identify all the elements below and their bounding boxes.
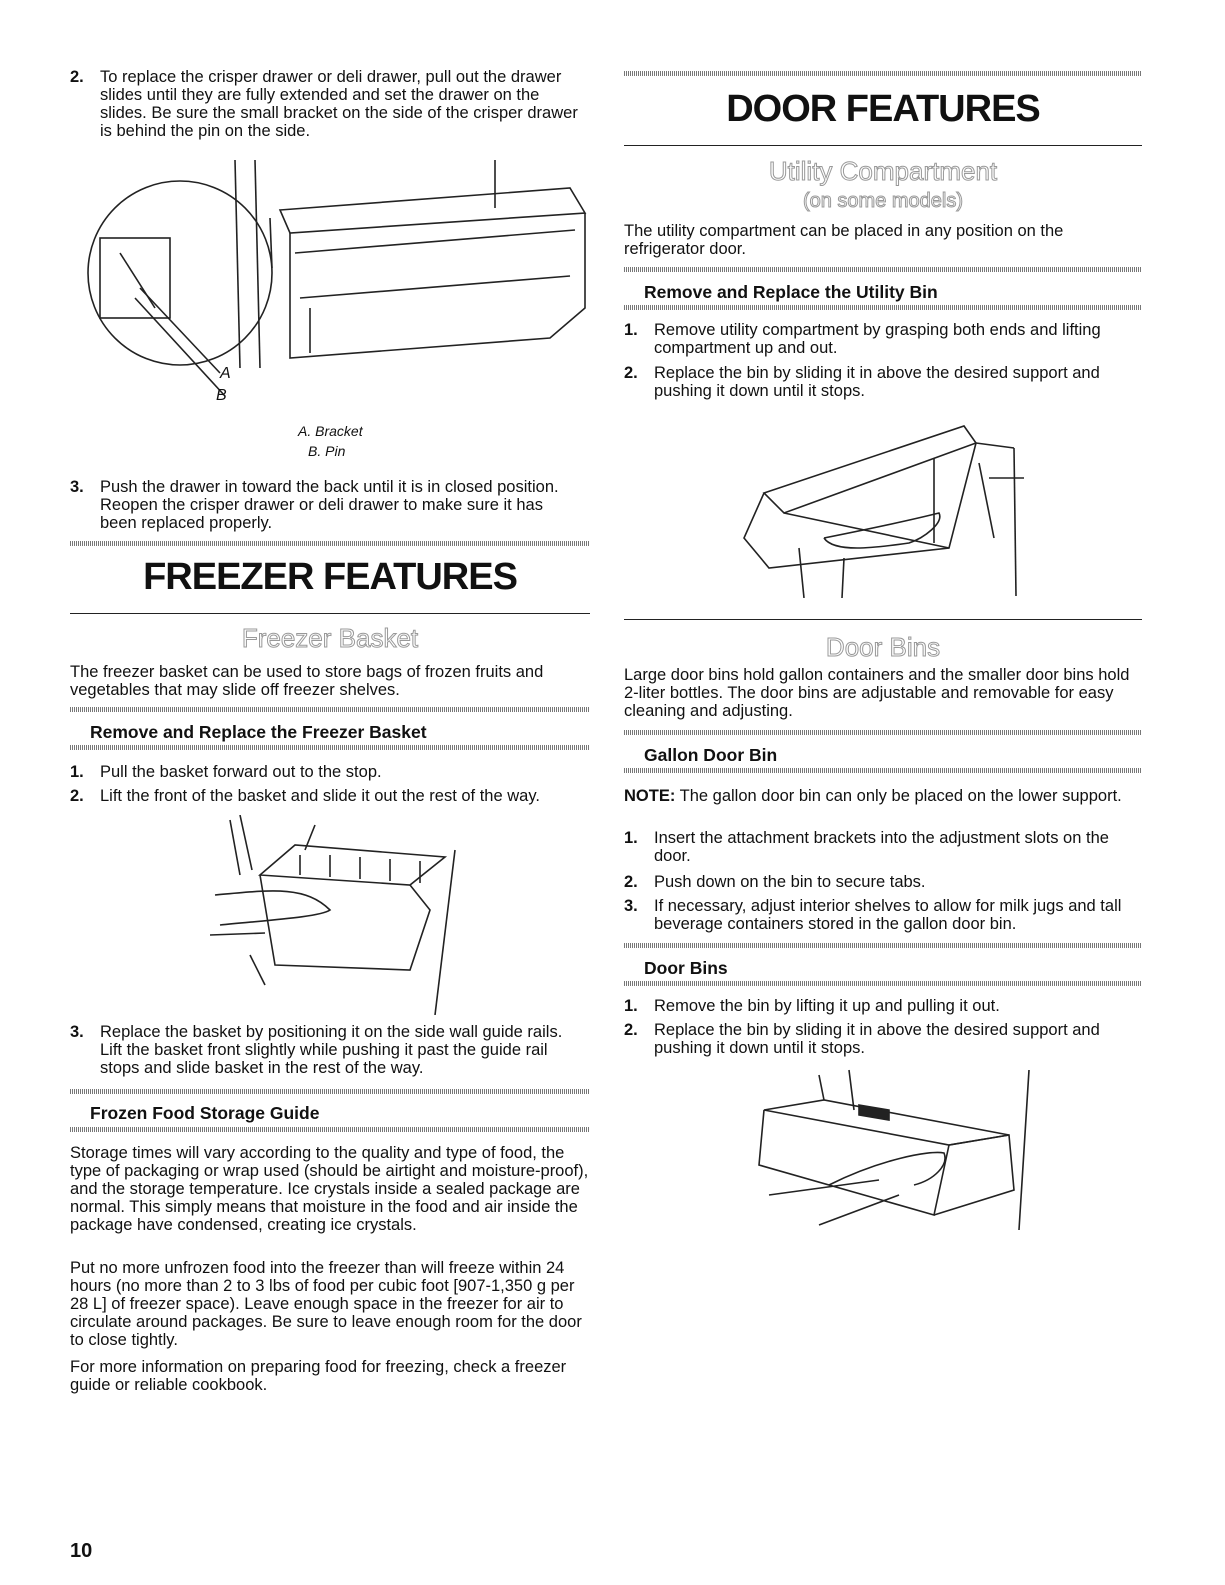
divider <box>70 1127 590 1132</box>
step-number: 2. <box>624 873 638 891</box>
gallon-step-3 <box>624 897 1142 937</box>
step-number: 2. <box>624 1021 638 1039</box>
step-text: If necessary, adjust interior shelves to allow for milk jugs and tall beverage containers stored in the gallon door bin. <box>654 897 1122 933</box>
gallon-step-2 <box>624 873 1142 893</box>
step-text: Remove utility compartment by grasping both ends and lifting compartment up and out. <box>654 321 1101 357</box>
utility-bin-illustration <box>724 418 1054 598</box>
divider <box>624 730 1142 735</box>
frozen-paragraph-3: For more information on preparing food for freezing, check a freezer guide or reliable cookbook. <box>70 1358 567 1394</box>
divider <box>70 707 590 712</box>
page-number: 10 <box>70 1540 93 1562</box>
basket-step-3 <box>70 1023 590 1083</box>
utility-step-2 <box>624 364 1142 404</box>
divider <box>70 541 590 546</box>
utility-intro: The utility compartment can be placed in any position on the refrigerator door. <box>624 222 1064 258</box>
step-text: Replace the bin by sliding it in above the desired support and pushing it down until it stops. <box>654 1021 1100 1057</box>
step-number: 3. <box>70 1023 84 1041</box>
doorbins-step-2 <box>624 1021 1142 1061</box>
step-number: 1. <box>70 763 84 781</box>
doorbins-step-1 <box>624 997 1142 1017</box>
remove-basket-heading: Remove and Replace the Freezer Basket <box>90 722 427 742</box>
basket-step-1 <box>70 763 590 783</box>
step-number: 2. <box>70 68 84 86</box>
divider <box>624 267 1142 272</box>
step-text: Replace the basket by positioning it on the side wall guide rails. Lift the basket front slightly while pushing it past the guide rail stops and slide basket in the rest of the way. <box>100 1023 563 1077</box>
freezer-basket-title: Freezer Basket <box>241 623 419 653</box>
crisper-step-2 <box>70 68 590 148</box>
note-label: NOTE: <box>624 787 676 805</box>
door-bins-heading: Door Bins <box>644 958 728 978</box>
step-text: Insert the attachment brackets into the adjustment slots on the door. <box>654 829 1109 865</box>
crisper-drawer-illustration <box>80 158 600 418</box>
utility-step-1 <box>624 321 1142 361</box>
caption-pin: B. Pin <box>308 443 346 459</box>
divider <box>624 305 1142 310</box>
caption-bracket: A. Bracket <box>298 423 363 439</box>
divider <box>624 981 1142 986</box>
step-number: 2. <box>70 787 84 805</box>
basket-step-2 <box>70 787 590 807</box>
frozen-paragraph-1: Storage times will vary according to the quality and type of food, the type of packaging or wrap used (should be airtight and moisture-proof), and the storage temperature. Ice crystals inside a sealed package are normal. This simply means that moisture in the food and air inside the package have condensed, creating ice crystals. <box>70 1144 589 1234</box>
divider <box>624 619 1142 620</box>
step-number: 3. <box>70 478 84 496</box>
figure-label-b: B <box>216 387 227 404</box>
divider <box>70 613 590 614</box>
freezer-basket-intro: The freezer basket can be used to store bags of frozen fruits and vegetables that may slide off freezer shelves. <box>70 663 544 699</box>
freezer-features-title: FREEZER FEATURES <box>143 556 517 598</box>
frozen-paragraph-2: Put no more unfrozen food into the freezer than will freeze within 24 hours (no more than 2 to 3 lbs of food per cubic foot [907-1,350 g per 28 L] of freezer space). Leave enough space in the freezer for air to circulate around packages. Be sure to leave enough room for the door to close tightly. <box>70 1259 582 1349</box>
step-number: 1. <box>624 321 638 339</box>
step-number: 1. <box>624 829 638 847</box>
note-text: The gallon door bin can only be placed on the lower support. <box>675 787 1122 805</box>
gallon-note <box>624 787 1142 805</box>
door-bins-title: Door Bins <box>825 632 941 662</box>
gallon-bin-heading: Gallon Door Bin <box>644 745 778 765</box>
step-text: Remove the bin by lifting it up and pulling it out. <box>654 997 1000 1015</box>
gallon-step-1 <box>624 829 1142 869</box>
step-text: Pull the basket forward out to the stop. <box>100 763 382 781</box>
figure-label-a: A <box>220 365 231 382</box>
utility-compartment-title: Utility Compartment <box>768 156 998 186</box>
remove-utility-heading: Remove and Replace the Utility Bin <box>644 282 938 302</box>
step-number: 1. <box>624 997 638 1015</box>
step-text: To replace the crisper drawer or deli drawer, pull out the drawer slides until they are fully extended and set the drawer on the slides. Be sure the small bracket on the side of the crisper drawer is behind the pin on the side. <box>100 68 578 140</box>
step-text: Replace the bin by sliding it in above the desired support and pushing it down until it stops. <box>654 364 1100 400</box>
divider <box>70 745 590 750</box>
step-text: Push down on the bin to secure tabs. <box>654 873 926 891</box>
crisper-step-3 <box>70 478 590 538</box>
door-bin-illustration <box>729 1065 1049 1235</box>
utility-compartment-subtitle: (on some models) <box>802 190 964 212</box>
step-text: Lift the front of the basket and slide it out the rest of the way. <box>100 787 540 805</box>
step-number: 2. <box>624 364 638 382</box>
divider <box>624 71 1142 76</box>
door-features-title: DOOR FEATURES <box>726 88 1040 130</box>
divider <box>624 943 1142 948</box>
divider <box>70 1089 590 1094</box>
freezer-basket-illustration <box>210 815 530 1015</box>
door-bins-intro: Large door bins hold gallon containers and the smaller door bins hold 2-liter bottles. The door bins are adjustable and removable for easy cleaning and adjusting. <box>624 666 1130 720</box>
step-text: Push the drawer in toward the back until it is in closed position. Reopen the crisper drawer or deli drawer to make sure it has been replaced properly. <box>100 478 559 532</box>
frozen-food-heading: Frozen Food Storage Guide <box>90 1103 320 1123</box>
step-number: 3. <box>624 897 638 915</box>
divider <box>624 768 1142 773</box>
divider <box>624 145 1142 146</box>
